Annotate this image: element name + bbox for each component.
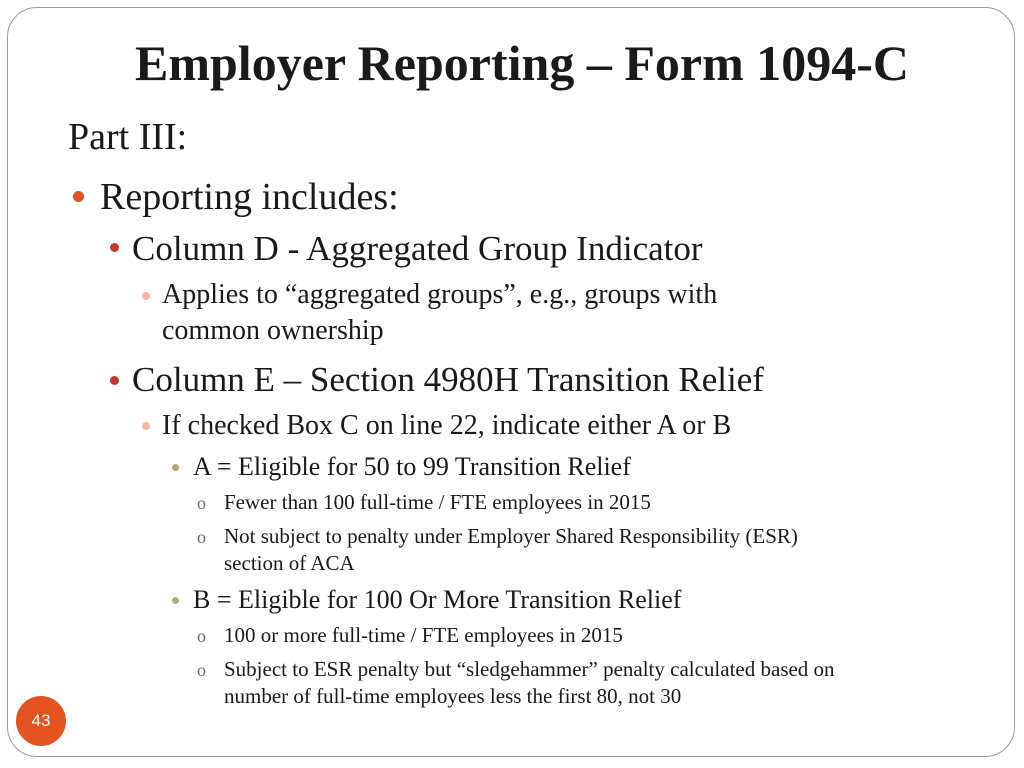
bullet-dot-icon <box>142 422 150 430</box>
column-e-detail: If checked Box C on line 22, indicate either A or B <box>162 410 732 441</box>
bullet-dot-icon <box>172 464 179 471</box>
slide-title: Employer Reporting – Form 1094-C <box>135 35 909 91</box>
hollow-bullet-icon: o <box>197 626 206 646</box>
bullet-dot-icon <box>172 597 179 604</box>
column-d-detail-line2: common ownership <box>162 315 384 346</box>
hollow-bullet-icon: o <box>197 527 206 547</box>
bullet-dot-icon <box>110 243 119 252</box>
option-b-point2-line2: number of full-time employees less the first 80, not 30 <box>224 684 682 708</box>
bullet-dot-icon <box>73 191 84 202</box>
option-b-point1: 100 or more full-time / FTE employees in 2015 <box>224 623 623 647</box>
bullet-dot-icon <box>110 376 119 385</box>
column-d-heading: Column D - Aggregated Group Indicator <box>132 229 703 268</box>
hollow-bullet-icon: o <box>197 660 206 680</box>
option-a-point2-line1: Not subject to penalty under Employer Shared Responsibility (ESR) <box>224 524 798 548</box>
option-b-point2-line1: Subject to ESR penalty but “sledgehammer” penalty calculated based on <box>224 657 835 681</box>
bullet-dot-icon <box>142 292 150 300</box>
column-e-heading: Column E – Section 4980H Transition Relief <box>132 360 764 399</box>
reporting-heading: Reporting includes: <box>100 176 399 218</box>
part-label: Part III: <box>68 116 188 158</box>
slide-number-badge: 43 <box>16 696 66 746</box>
option-b-label: B = Eligible for 100 Or More Transition Relief <box>193 585 682 614</box>
column-d-detail-line1: Applies to “aggregated groups”, e.g., groups with <box>162 279 718 310</box>
option-a-point2-line2: section of ACA <box>224 551 355 575</box>
option-a-point1: Fewer than 100 full-time / FTE employees in 2015 <box>224 490 651 514</box>
option-a-label: A = Eligible for 50 to 99 Transition Relief <box>193 452 631 481</box>
hollow-bullet-icon: o <box>197 493 206 513</box>
